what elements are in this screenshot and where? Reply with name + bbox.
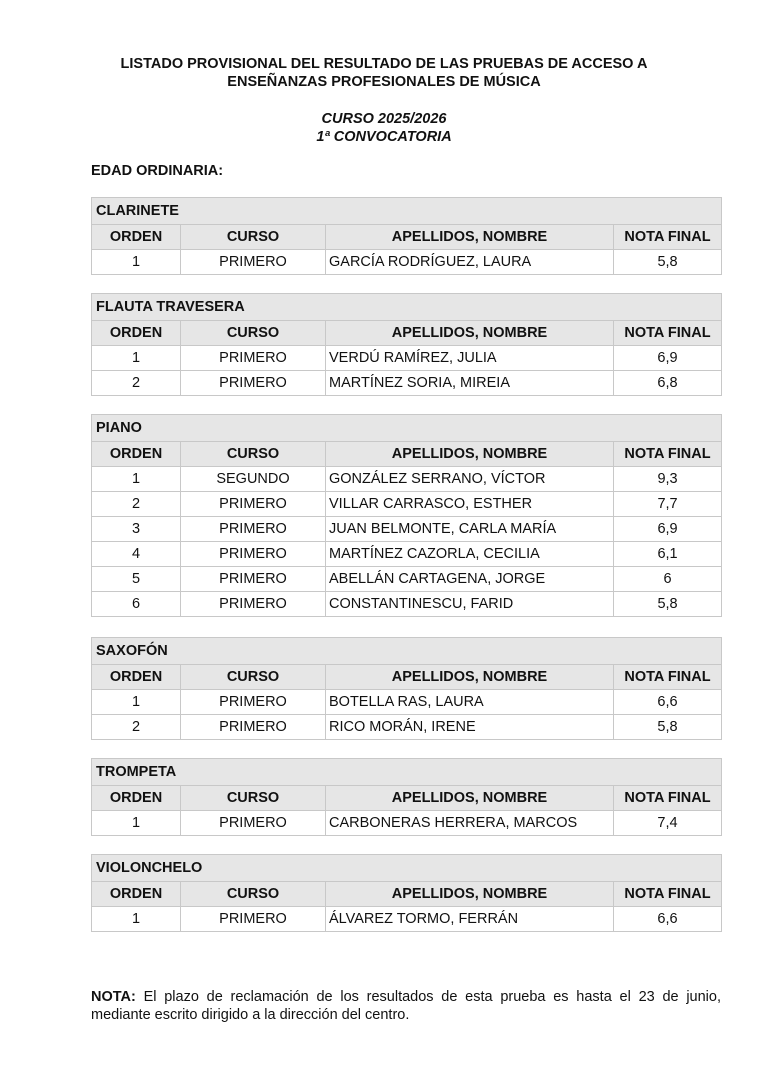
cell-orden: 4: [92, 542, 181, 567]
cell-orden: 5: [92, 567, 181, 592]
cell-nombre: CARBONERAS HERRERA, MARCOS: [326, 811, 614, 836]
column-header-row: [92, 442, 722, 467]
section-title: EDAD ORDINARIA:: [91, 163, 224, 179]
instrument-table: [91, 854, 722, 932]
column-header-nota: NOTA FINAL: [614, 225, 722, 250]
table-row: [92, 715, 722, 740]
note-paragraph: [91, 988, 721, 1024]
instrument-header-row: [92, 638, 722, 665]
cell-curso: PRIMERO: [181, 907, 326, 932]
cell-curso: PRIMERO: [181, 592, 326, 617]
table-row: [92, 907, 722, 932]
cell-nombre: VERDÚ RAMÍREZ, JULIA: [326, 346, 614, 371]
instrument-header-row: [92, 855, 722, 882]
column-header-orden: ORDEN: [92, 321, 181, 346]
course-year: CURSO 2025/2026: [321, 111, 447, 127]
cell-curso: PRIMERO: [181, 715, 326, 740]
column-header-nota: NOTA FINAL: [614, 321, 722, 346]
instrument-name: TROMPETA: [92, 759, 722, 786]
instrument-header-row: [92, 198, 722, 225]
column-header-row: [92, 882, 722, 907]
cell-orden: 1: [92, 346, 181, 371]
title-line-2: ENSEÑANZAS PROFESIONALES DE MÚSICA: [227, 74, 541, 90]
column-header-curso: CURSO: [181, 442, 326, 467]
column-header-orden: ORDEN: [92, 882, 181, 907]
cell-curso: PRIMERO: [181, 542, 326, 567]
column-header-curso: CURSO: [181, 786, 326, 811]
cell-curso: PRIMERO: [181, 690, 326, 715]
cell-orden: 2: [92, 715, 181, 740]
cell-nombre: GARCÍA RODRÍGUEZ, LAURA: [326, 250, 614, 275]
instrument-table: [91, 197, 722, 275]
column-header-nota: NOTA FINAL: [614, 665, 722, 690]
column-header-orden: ORDEN: [92, 665, 181, 690]
cell-nota: 6,1: [614, 542, 722, 567]
instrument-header-row: [92, 294, 722, 321]
cell-orden: 1: [92, 250, 181, 275]
cell-nota: 6,9: [614, 346, 722, 371]
cell-orden: 6: [92, 592, 181, 617]
column-header-nombre: APELLIDOS, NOMBRE: [326, 665, 614, 690]
instrument-header-row: [92, 759, 722, 786]
column-header-orden: ORDEN: [92, 442, 181, 467]
table-row: [92, 467, 722, 492]
cell-nota: 6,9: [614, 517, 722, 542]
cell-nota: 7,4: [614, 811, 722, 836]
cell-nota: 6,6: [614, 907, 722, 932]
column-header-nombre: APELLIDOS, NOMBRE: [326, 321, 614, 346]
column-header-nombre: APELLIDOS, NOMBRE: [326, 442, 614, 467]
note-label: NOTA:: [91, 989, 136, 1005]
cell-nombre: MARTÍNEZ CAZORLA, CECILIA: [326, 542, 614, 567]
cell-nombre: MARTÍNEZ SORIA, MIREIA: [326, 371, 614, 396]
table-row: [92, 690, 722, 715]
column-header-curso: CURSO: [181, 665, 326, 690]
cell-nombre: ÁLVAREZ TORMO, FERRÁN: [326, 907, 614, 932]
cell-curso: PRIMERO: [181, 492, 326, 517]
instrument-table: [91, 637, 722, 740]
cell-nota: 5,8: [614, 715, 722, 740]
cell-nombre: JUAN BELMONTE, CARLA MARÍA: [326, 517, 614, 542]
cell-nombre: GONZÁLEZ SERRANO, VÍCTOR: [326, 467, 614, 492]
cell-nombre: RICO MORÁN, IRENE: [326, 715, 614, 740]
cell-orden: 1: [92, 811, 181, 836]
column-header-orden: ORDEN: [92, 786, 181, 811]
column-header-row: [92, 225, 722, 250]
cell-curso: PRIMERO: [181, 346, 326, 371]
cell-orden: 2: [92, 371, 181, 396]
cell-nombre: VILLAR CARRASCO, ESTHER: [326, 492, 614, 517]
column-header-nota: NOTA FINAL: [614, 786, 722, 811]
cell-nota: 6,6: [614, 690, 722, 715]
table-row: [92, 592, 722, 617]
cell-nota: 6,8: [614, 371, 722, 396]
cell-curso: PRIMERO: [181, 567, 326, 592]
instrument-name: SAXOFÓN: [92, 638, 722, 665]
instrument-table: [91, 293, 722, 396]
column-header-nombre: APELLIDOS, NOMBRE: [326, 786, 614, 811]
instrument-table: [91, 414, 722, 617]
cell-curso: PRIMERO: [181, 371, 326, 396]
table-row: [92, 250, 722, 275]
column-header-row: [92, 786, 722, 811]
cell-nota: 9,3: [614, 467, 722, 492]
cell-nota: 7,7: [614, 492, 722, 517]
column-header-nota: NOTA FINAL: [614, 882, 722, 907]
table-row: [92, 811, 722, 836]
cell-curso: PRIMERO: [181, 517, 326, 542]
instrument-name: FLAUTA TRAVESERA: [92, 294, 722, 321]
table-row: [92, 542, 722, 567]
cell-nombre: ABELLÁN CARTAGENA, JORGE: [326, 567, 614, 592]
column-header-curso: CURSO: [181, 321, 326, 346]
cell-orden: 1: [92, 467, 181, 492]
call-number: 1ª CONVOCATORIA: [316, 129, 452, 145]
document-title: [0, 55, 768, 91]
instrument-header-row: [92, 415, 722, 442]
cell-nombre: BOTELLA RAS, LAURA: [326, 690, 614, 715]
cell-nota: 5,8: [614, 250, 722, 275]
instrument-name: PIANO: [92, 415, 722, 442]
column-header-nota: NOTA FINAL: [614, 442, 722, 467]
cell-nombre: CONSTANTINESCU, FARID: [326, 592, 614, 617]
cell-orden: 2: [92, 492, 181, 517]
column-header-orden: ORDEN: [92, 225, 181, 250]
column-header-row: [92, 321, 722, 346]
note-text: El plazo de reclamación de los resultados de esta prueba es hasta el 23 de junio, mediante escrito dirigido a la dirección del centro.: [91, 989, 721, 1023]
column-header-curso: CURSO: [181, 882, 326, 907]
cell-nota: 6: [614, 567, 722, 592]
instrument-name: VIOLONCHELO: [92, 855, 722, 882]
cell-curso: SEGUNDO: [181, 467, 326, 492]
cell-orden: 1: [92, 907, 181, 932]
column-header-nombre: APELLIDOS, NOMBRE: [326, 225, 614, 250]
title-line-1: LISTADO PROVISIONAL DEL RESULTADO DE LAS PRUEBAS DE ACCESO A: [120, 56, 648, 72]
instrument-table: [91, 758, 722, 836]
cell-curso: PRIMERO: [181, 250, 326, 275]
course-info: [0, 110, 768, 146]
table-row: [92, 517, 722, 542]
column-header-row: [92, 665, 722, 690]
table-row: [92, 371, 722, 396]
cell-orden: 1: [92, 690, 181, 715]
instrument-name: CLARINETE: [92, 198, 722, 225]
cell-curso: PRIMERO: [181, 811, 326, 836]
table-row: [92, 567, 722, 592]
table-row: [92, 492, 722, 517]
table-row: [92, 346, 722, 371]
column-header-curso: CURSO: [181, 225, 326, 250]
column-header-nombre: APELLIDOS, NOMBRE: [326, 882, 614, 907]
cell-orden: 3: [92, 517, 181, 542]
cell-nota: 5,8: [614, 592, 722, 617]
